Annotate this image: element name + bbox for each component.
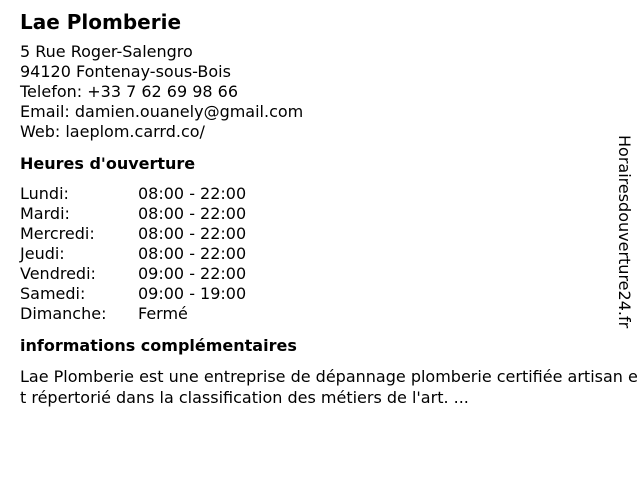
hours-time: 08:00 - 22:00 [138, 244, 247, 263]
hours-day: Dimanche: [20, 304, 107, 323]
hours-time: 08:00 - 22:00 [138, 224, 247, 243]
hours-time: 08:00 - 22:00 [138, 204, 247, 223]
hours-time: Fermé [138, 304, 188, 323]
address-line-1: 5 Rue Roger-Salengro [20, 42, 193, 61]
hours-row-thursday [20, 244, 620, 264]
hours-day: Lundi: [20, 184, 69, 203]
address-line-2: 94120 Fontenay-sous-Bois [20, 62, 231, 81]
hours-day: Jeudi: [20, 244, 65, 263]
phone-number: Telefon: +33 7 62 69 98 66 [20, 82, 239, 101]
hours-time: 09:00 - 22:00 [138, 264, 247, 283]
additional-info-title: informations complémentaires [20, 336, 297, 355]
vertical-site-brand: Horairesdouverture24.fr [615, 135, 634, 329]
hours-row-friday [20, 264, 620, 284]
hours-row-sunday [20, 304, 620, 324]
hours-row-wednesday [20, 224, 620, 244]
opening-hours-table [20, 184, 620, 324]
hours-day: Vendredi: [20, 264, 96, 283]
hours-row-monday [20, 184, 620, 204]
hours-row-tuesday [20, 204, 620, 224]
hours-row-saturday [20, 284, 620, 304]
hours-time: 09:00 - 19:00 [138, 284, 247, 303]
hours-day: Samedi: [20, 284, 86, 303]
hours-day: Mardi: [20, 204, 70, 223]
business-description: Lae Plomberie est une entreprise de dépannage plomberie certifiée artisan et répertorié dans la classification des métiers de l'art. ... [20, 367, 638, 407]
hours-time: 08:00 - 22:00 [138, 184, 247, 203]
business-name: Lae Plomberie [20, 10, 182, 34]
website-link[interactable]: Web: laeplom.carrd.co/ [20, 122, 205, 141]
email-address: Email: damien.ouanely@gmail.com [20, 102, 304, 121]
hours-day: Mercredi: [20, 224, 95, 243]
opening-hours-title: Heures d'ouverture [20, 154, 196, 173]
